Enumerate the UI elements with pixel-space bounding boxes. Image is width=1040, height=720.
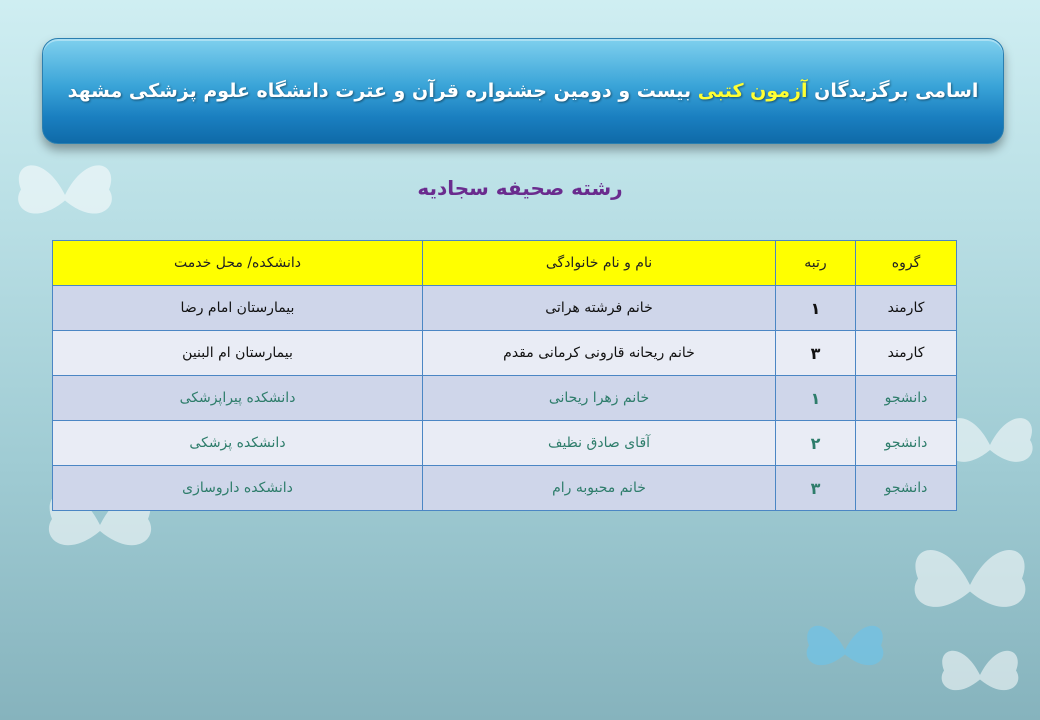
cell-rank: ۲ [776, 421, 856, 466]
section-subtitle: رشته صحیفه سجادیه [417, 176, 623, 200]
butterfly-decoration-icon [800, 600, 890, 700]
title-highlight: آزمون کتبی [697, 80, 808, 102]
cell-name: خانم فرشته هراتی [423, 286, 776, 331]
header-name: نام و نام خانوادگی [423, 241, 776, 286]
cell-name: خانم ریحانه قارونی کرمانی مقدم [423, 331, 776, 376]
table-row [53, 331, 957, 376]
page-title [68, 80, 979, 102]
butterfly-decoration-icon [930, 630, 1030, 720]
header-rank: رتبه [776, 241, 856, 286]
cell-rank: ۱ [776, 376, 856, 421]
cell-rank: ۱ [776, 286, 856, 331]
cell-name: آقای صادق نظیف [423, 421, 776, 466]
table-row [53, 421, 957, 466]
table-header-row [53, 241, 957, 286]
cell-place: دانشکده پزشکی [53, 421, 423, 466]
cell-place: بیمارستان امام رضا [53, 286, 423, 331]
header-place: دانشکده/ محل خدمت [53, 241, 423, 286]
table-row [53, 286, 957, 331]
cell-group: کارمند [856, 331, 957, 376]
cell-name: خانم زهرا ریحانی [423, 376, 776, 421]
cell-group: کارمند [856, 286, 957, 331]
table-row [53, 466, 957, 511]
title-banner [42, 38, 1004, 144]
title-part-1: اسامی برگزیدگان [814, 80, 979, 102]
title-part-2: بیست و دومین جشنواره قرآن و عترت دانشگاه علوم پزشکی مشهد [67, 80, 692, 102]
cell-place: دانشکده داروسازی [53, 466, 423, 511]
cell-group: دانشجو [856, 466, 957, 511]
header-group: گروه [856, 241, 957, 286]
cell-place: بیمارستان ام البنین [53, 331, 423, 376]
cell-group: دانشجو [856, 421, 957, 466]
winners-table [52, 240, 957, 511]
cell-rank: ۳ [776, 331, 856, 376]
cell-group: دانشجو [856, 376, 957, 421]
cell-place: دانشکده پیراپزشکی [53, 376, 423, 421]
table-row [53, 376, 957, 421]
cell-rank: ۳ [776, 466, 856, 511]
cell-name: خانم محبوبه رام [423, 466, 776, 511]
